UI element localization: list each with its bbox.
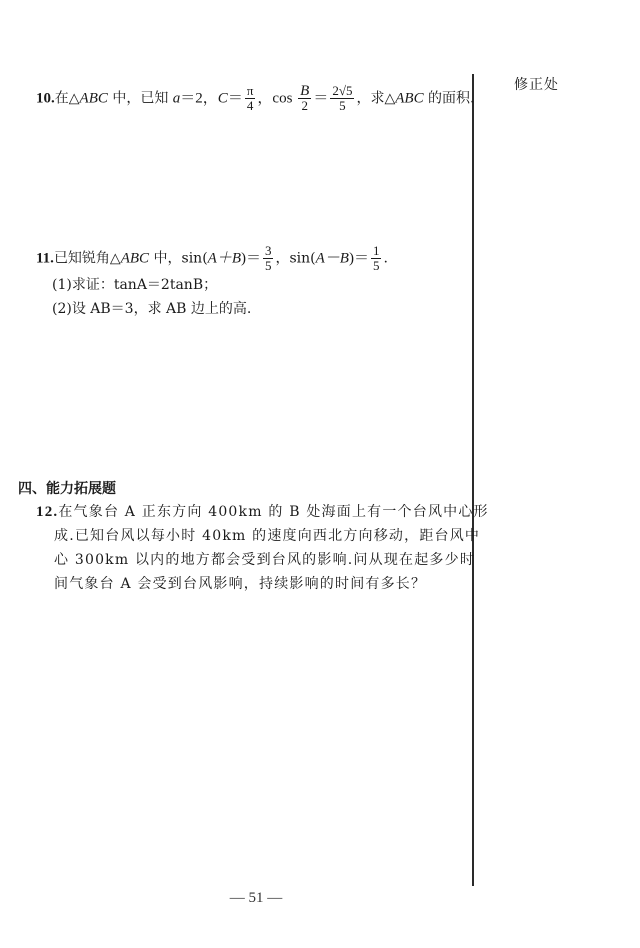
problem-text: 在△ bbox=[54, 90, 80, 107]
fraction-numerator: 2√5 bbox=[332, 83, 353, 98]
expression: A＋B bbox=[207, 250, 241, 267]
problem-11-statement bbox=[36, 244, 388, 273]
problem-12-line-1 bbox=[36, 500, 489, 524]
problem-number: 11. bbox=[36, 250, 54, 267]
problem-12-line-2: 成.已知台风以每小时 40km 的速度向西北方向移动，距台风中 bbox=[54, 528, 481, 544]
problem-text: . bbox=[383, 250, 388, 267]
equals-sign: ＝ bbox=[313, 90, 329, 107]
subquestion-1: (1)求证：tanA＝2tanB； bbox=[52, 277, 218, 293]
fraction-denominator: 4 bbox=[246, 98, 254, 113]
fraction-denominator: 5 bbox=[264, 258, 272, 273]
fraction-numerator: 3 bbox=[264, 243, 272, 258]
expression: A－B bbox=[315, 250, 349, 267]
correction-area-label: 修正处 bbox=[514, 77, 559, 93]
fraction-3-over-5 bbox=[263, 244, 274, 273]
problem-text: )＝ bbox=[240, 250, 261, 267]
subquestion-2: (2)设 AB＝3，求 AB 边上的高. bbox=[52, 301, 252, 317]
problem-text: 中，已知 bbox=[107, 90, 173, 107]
problem-12 bbox=[36, 500, 489, 596]
problem-12-line-3: 心 300km 以内的地方都会受到台风的影响.问从现在起多少时 bbox=[54, 552, 476, 568]
variable-C: C bbox=[217, 90, 228, 107]
fraction-numerator: π bbox=[246, 83, 254, 98]
problem-text: ＝2， bbox=[180, 90, 218, 107]
fraction-denominator: 2 bbox=[301, 98, 308, 113]
problem-text: ，sin( bbox=[275, 250, 316, 267]
fraction-1-over-5 bbox=[371, 244, 382, 273]
fraction-B-over-2 bbox=[298, 84, 311, 113]
triangle-name: ABC bbox=[395, 90, 424, 107]
problem-number: 12. bbox=[36, 504, 59, 520]
problem-text: ，cos bbox=[257, 90, 297, 107]
page-number: — 51 — bbox=[229, 890, 283, 906]
problem-12-line-4: 间气象台 A 会受到台风影响，持续影响的时间有多长？ bbox=[54, 576, 427, 592]
problem-text: ，求△ bbox=[356, 90, 396, 107]
variable-a: a bbox=[172, 90, 181, 107]
fraction-denominator: 5 bbox=[372, 258, 380, 273]
fraction-pi-over-4 bbox=[245, 84, 256, 113]
problem-text: )＝ bbox=[348, 250, 369, 267]
triangle-name: ABC bbox=[79, 90, 108, 107]
problem-text: 中，sin( bbox=[149, 250, 208, 267]
triangle-name: ABC bbox=[120, 250, 150, 267]
fraction-numerator: 1 bbox=[372, 243, 380, 258]
margin-divider-line bbox=[472, 74, 474, 886]
problem-number: 10. bbox=[36, 90, 55, 107]
problem-10 bbox=[36, 84, 475, 113]
problem-11 bbox=[36, 244, 388, 321]
fraction-2root5-over-5 bbox=[330, 84, 354, 113]
problem-text: 已知锐角△ bbox=[53, 250, 121, 267]
problem-text: 在气象台 A 正东方向 400km 的 B 处海面上有一个台风中心形 bbox=[58, 504, 489, 520]
fraction-numerator: B bbox=[300, 83, 310, 99]
equals-sign: ＝ bbox=[227, 90, 243, 107]
problem-text: 的面积. bbox=[423, 90, 475, 107]
fraction-denominator: 5 bbox=[339, 98, 346, 113]
section-title: 四、能力拓展题 bbox=[18, 481, 116, 497]
